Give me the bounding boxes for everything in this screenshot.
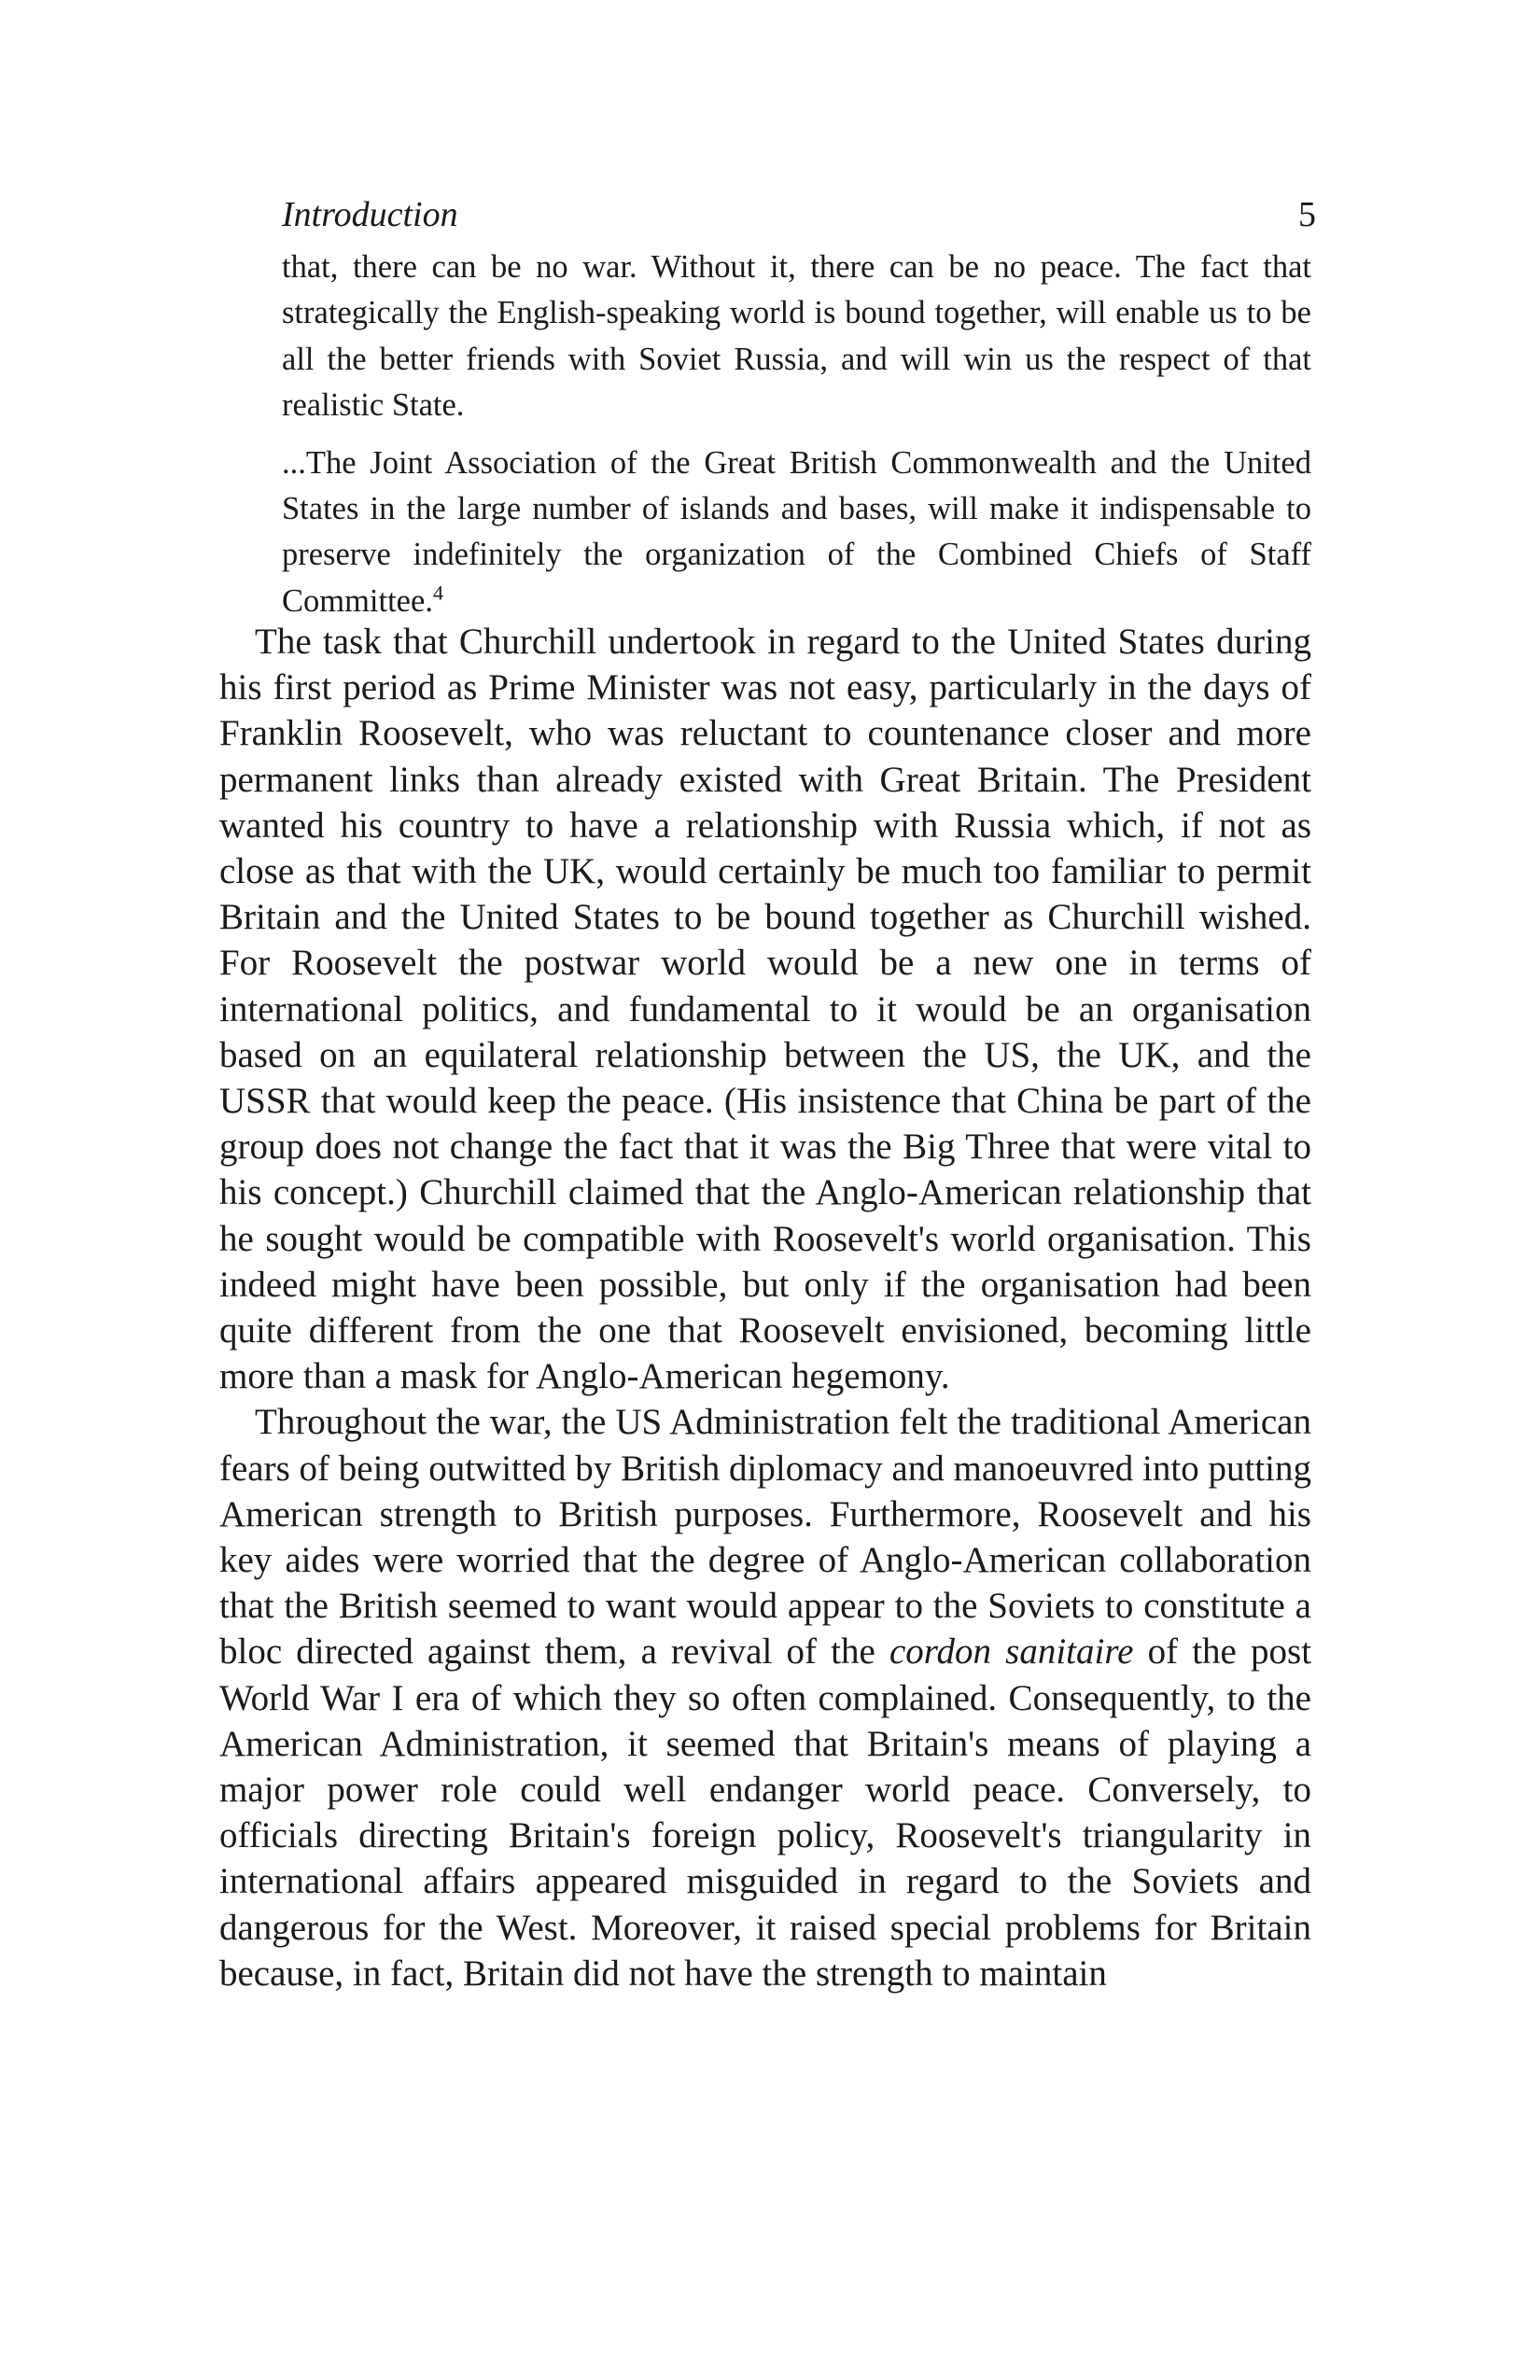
main-text [219, 619, 1311, 1996]
paragraph-text: The task that Churchill undertook in regard to the United States during his first period as Prime Minister was not easy, particularly in the days of Franklin Roosevelt, who was reluctant to countenance closer and more permanent links than already existed with Great Britain. The President wanted his country to have a relationship with Russia which, if not as close as that with the UK, would certainly be much too familiar to permit Britain and the United States to be bound together as Churchill wished. For Roosevelt the postwar world would be a new one in terms of international politics, and fundamental to it would be an organisation based on an equilateral relationship between the US, the UK, and the USSR that would keep the peace. (His insistence that China be part of the group does not change the fact that it was the Big Three that were vital to his concept.) Churchill claimed that the Anglo-American relationship that he sought would be compatible with Roosevelt's world organisation. This indeed might have been possible, but only if the organisation had been quite different from the one that Roosevelt envisioned, becoming little more than a mask for Anglo-American hegemony. [219, 622, 1311, 1397]
quotation-paragraph [282, 245, 1311, 429]
page-header [252, 187, 1316, 243]
footnote-reference: 4 [432, 581, 443, 605]
quotation-text: that, there can be no war. Without it, there can be no peace. The fact that strategically the English-speaking world is bound together, will enable us to be all the better friends with Soviet Russia, and will win us the respect of that realistic State. [282, 249, 1311, 424]
page-number: 5 [1298, 195, 1316, 234]
italic-term: cordon sanitaire [889, 1631, 1134, 1673]
paragraph-text: Throughout the war, the US Administration felt the traditional American fears of being outwitted by British diplomacy and manoeuvred into putting American strength to British purposes. Furthermore, Roosevelt and his key aides were worried that the degree of Anglo-American collaboration that the British seemed to want would appear to the Soviets to constitute a bloc directed against them, a revival of the [219, 1402, 1311, 1673]
running-head: Introduction [282, 195, 458, 234]
block-quotation [282, 245, 1311, 624]
quotation-text: ...The Joint Association of the Great British Commonwealth and the United States in the large number of islands and bases, will make it indispensable to preserve indefinitely the organization of the Combined Chiefs of Staff Committee. [282, 444, 1311, 619]
paragraph-text: of the post World War I era of which they so often complained. Consequently, to the American Administration, it seemed that Britain's means of playing a major power role could well endanger world peace. Conversely, to officials directing Britain's foreign policy, Roosevelt's triangularity in international affairs appeared misguided in regard to the Soviets and dangerous for the West. Moreover, it raised special problems for Britain because, in fact, Britain did not have the strength to maintain [219, 1631, 1312, 1994]
quotation-paragraph [282, 441, 1311, 625]
body-paragraph [219, 619, 1311, 1399]
body-paragraph [219, 1399, 1311, 1996]
